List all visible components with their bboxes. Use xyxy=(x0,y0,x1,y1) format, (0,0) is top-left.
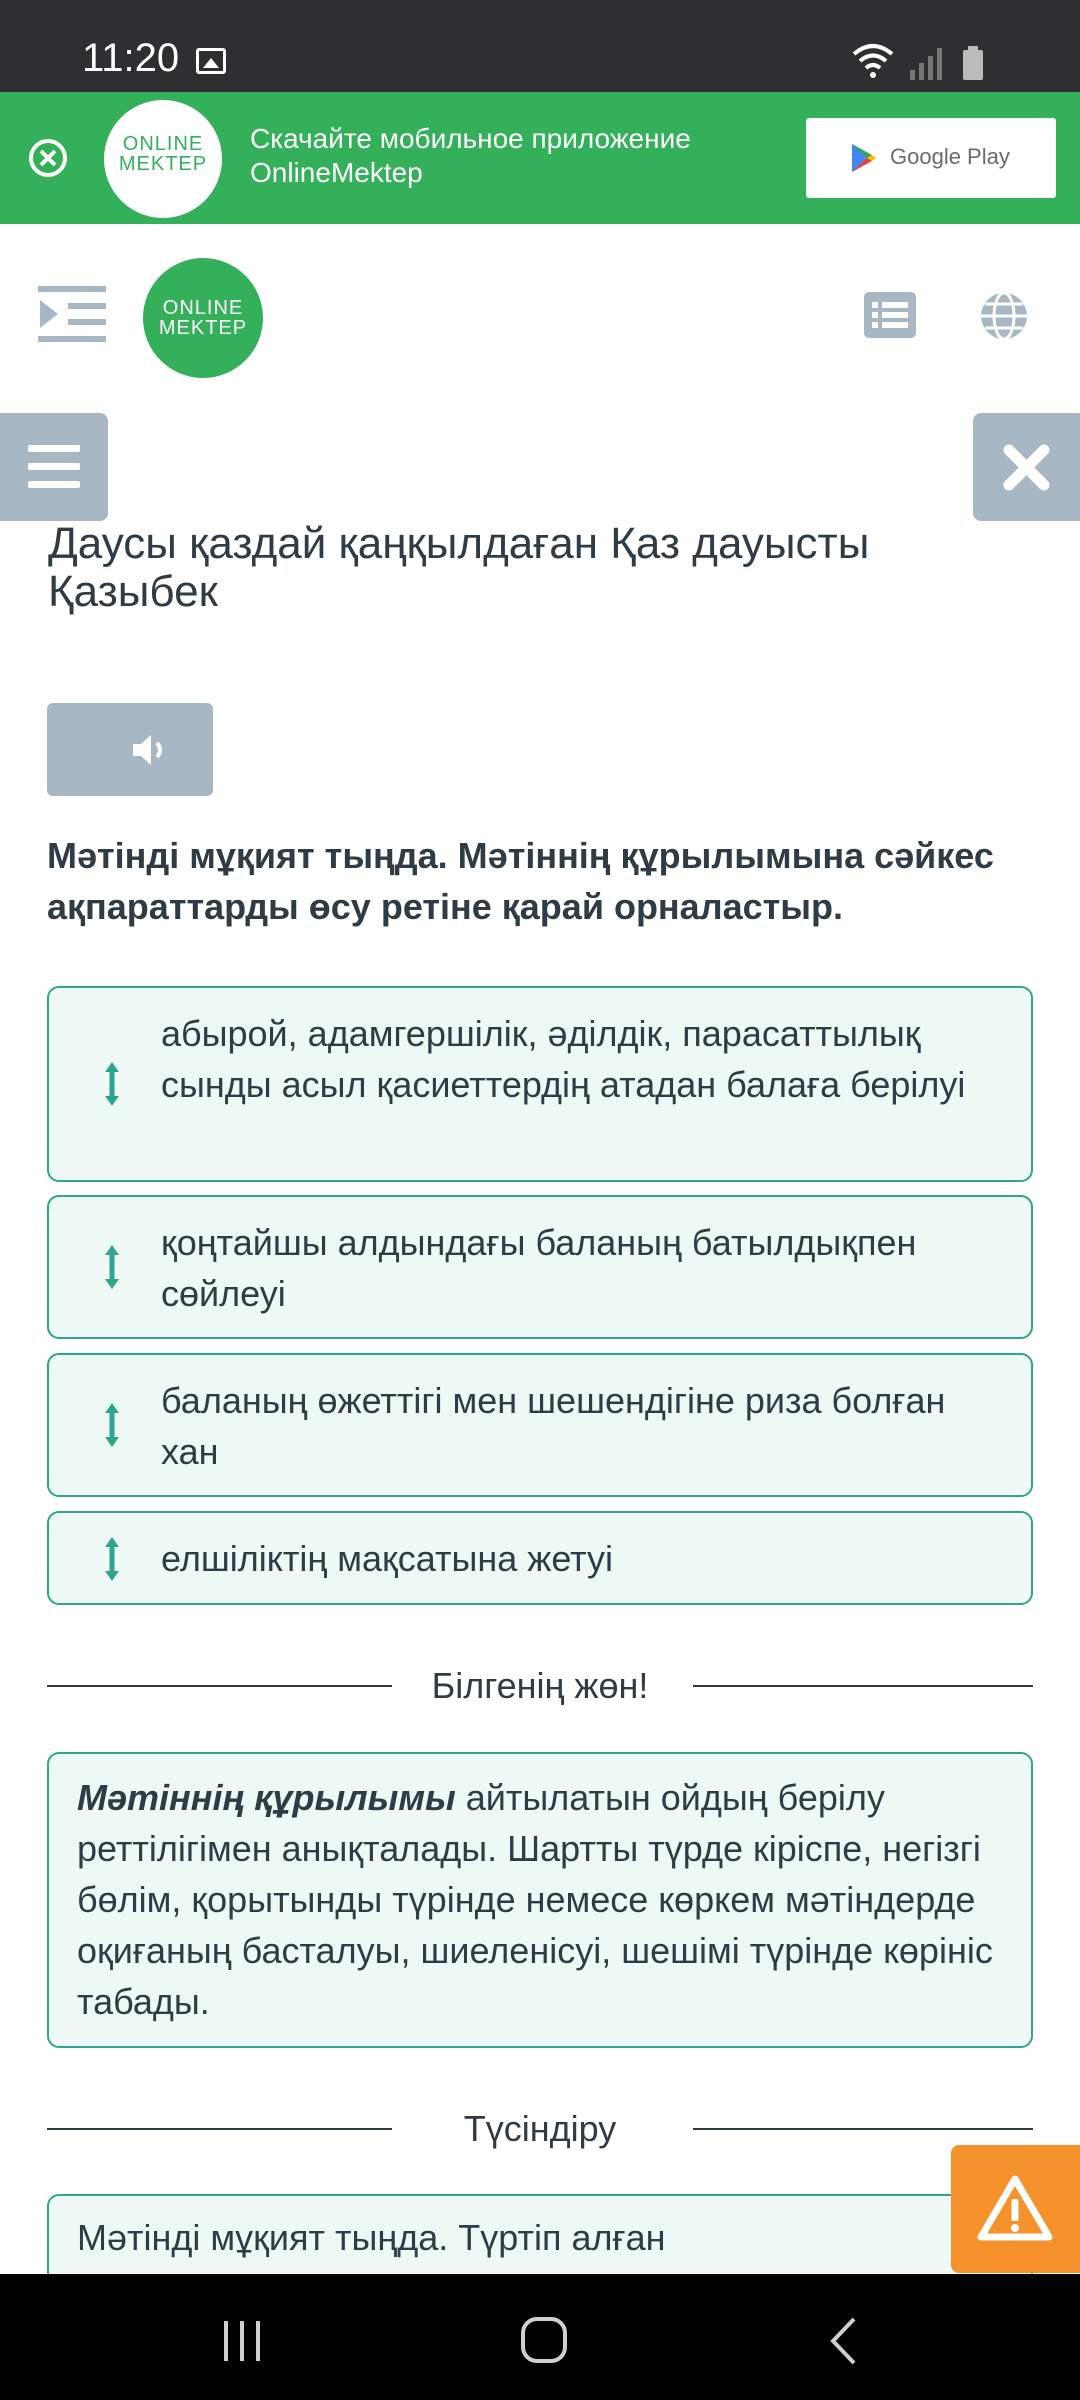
drag-item-text: қоңтайшы алдындағы баланың батылдықпен сөйлеуі xyxy=(161,1222,917,1314)
good-to-know-term: Мәтіннің құрылымы xyxy=(77,1777,456,1818)
close-icon xyxy=(973,413,1080,521)
drag-item-text: абырой, адамгершілік, әділдік, парасаттылық сынды асыл қасиеттердің атадан балаға берілуі xyxy=(161,1013,966,1105)
good-to-know-text xyxy=(77,1772,1007,2027)
drag-handle-icon xyxy=(103,1243,121,1291)
drag-handle-icon xyxy=(103,1535,121,1583)
back-icon[interactable] xyxy=(828,2316,858,2366)
globe-icon[interactable] xyxy=(978,290,1030,342)
drag-item[interactable] xyxy=(47,1353,1033,1497)
signal-icon xyxy=(908,46,944,80)
menu-indent-icon[interactable] xyxy=(38,284,106,344)
good-to-know-label: Білгенің жөн! xyxy=(431,1665,649,1706)
drag-handle-icon xyxy=(103,1060,121,1108)
report-problem-button[interactable] xyxy=(951,2145,1080,2273)
status-bar xyxy=(0,0,1080,92)
wifi-icon xyxy=(852,42,894,82)
recent-apps-icon[interactable] xyxy=(220,2319,266,2363)
good-to-know-box xyxy=(47,1752,1033,2048)
divider-line xyxy=(693,1685,1033,1687)
gallery-notification-icon xyxy=(196,48,226,74)
explanation-label: Түсіндіру xyxy=(463,2108,617,2149)
page-title: Даусы қаздай қаңқылдаған Қаз дауысты Қазыбек xyxy=(48,519,870,616)
side-close-button[interactable] xyxy=(973,413,1080,521)
good-to-know-divider xyxy=(47,1664,1033,1708)
audio-play-button[interactable] xyxy=(47,703,213,796)
good-to-know-body: айтылатын ойдың берілу реттілігімен анықталады. Шартты түрде кіріспе, негізгі бөлім, қорытынды түрінде немесе көркем мәтіндерде оқиғаның басталуы, шиеленісуі, шешімі түрінде көрініс табады. xyxy=(77,1777,993,2022)
drag-item[interactable] xyxy=(47,1195,1033,1339)
google-play-button[interactable] xyxy=(806,118,1056,198)
app-download-banner xyxy=(0,92,1080,224)
home-icon[interactable] xyxy=(520,2316,568,2364)
site-logo-text: ONLINE MEKTEP xyxy=(158,297,248,339)
system-nav-bar xyxy=(0,2274,1080,2400)
drag-item[interactable] xyxy=(47,986,1033,1182)
task-instruction: Мәтінді мұқият тыңда. Мәтіннің құрылымына сәйкес ақпараттарды өсу ретіне қарай орналастыр. xyxy=(47,835,994,927)
status-icons xyxy=(852,42,1002,82)
status-time: 11:20 xyxy=(82,36,180,80)
google-play-icon xyxy=(850,142,878,174)
close-circle-icon[interactable] xyxy=(28,138,68,178)
divider-line xyxy=(693,2128,1033,2130)
site-header xyxy=(0,224,1080,410)
drag-item-text: елшіліктің мақсатына жетуі xyxy=(161,1538,614,1579)
explanation-text: Мәтінді мұқият тыңда. Түртіп алған xyxy=(77,2217,666,2258)
list-icon[interactable] xyxy=(864,292,916,338)
side-menu-button[interactable] xyxy=(0,413,108,521)
explanation-divider xyxy=(47,2107,1033,2151)
warning-icon xyxy=(951,2145,1080,2273)
drag-item-text: баланың өжеттігі мен шешендігіне риза болған хан xyxy=(161,1380,946,1472)
site-logo[interactable] xyxy=(143,258,263,378)
banner-logo-text: ONLINE MEKTEP xyxy=(118,133,208,175)
battery-icon xyxy=(962,46,984,80)
hamburger-icon xyxy=(0,413,108,521)
speaker-icon xyxy=(131,733,171,767)
banner-message: Скачайте мобильное приложение OnlineMektep xyxy=(250,123,691,188)
drag-item[interactable] xyxy=(47,1511,1033,1605)
banner-logo xyxy=(104,100,222,218)
drag-handle-icon xyxy=(103,1401,121,1449)
google-play-label: Google Play xyxy=(890,144,1010,169)
